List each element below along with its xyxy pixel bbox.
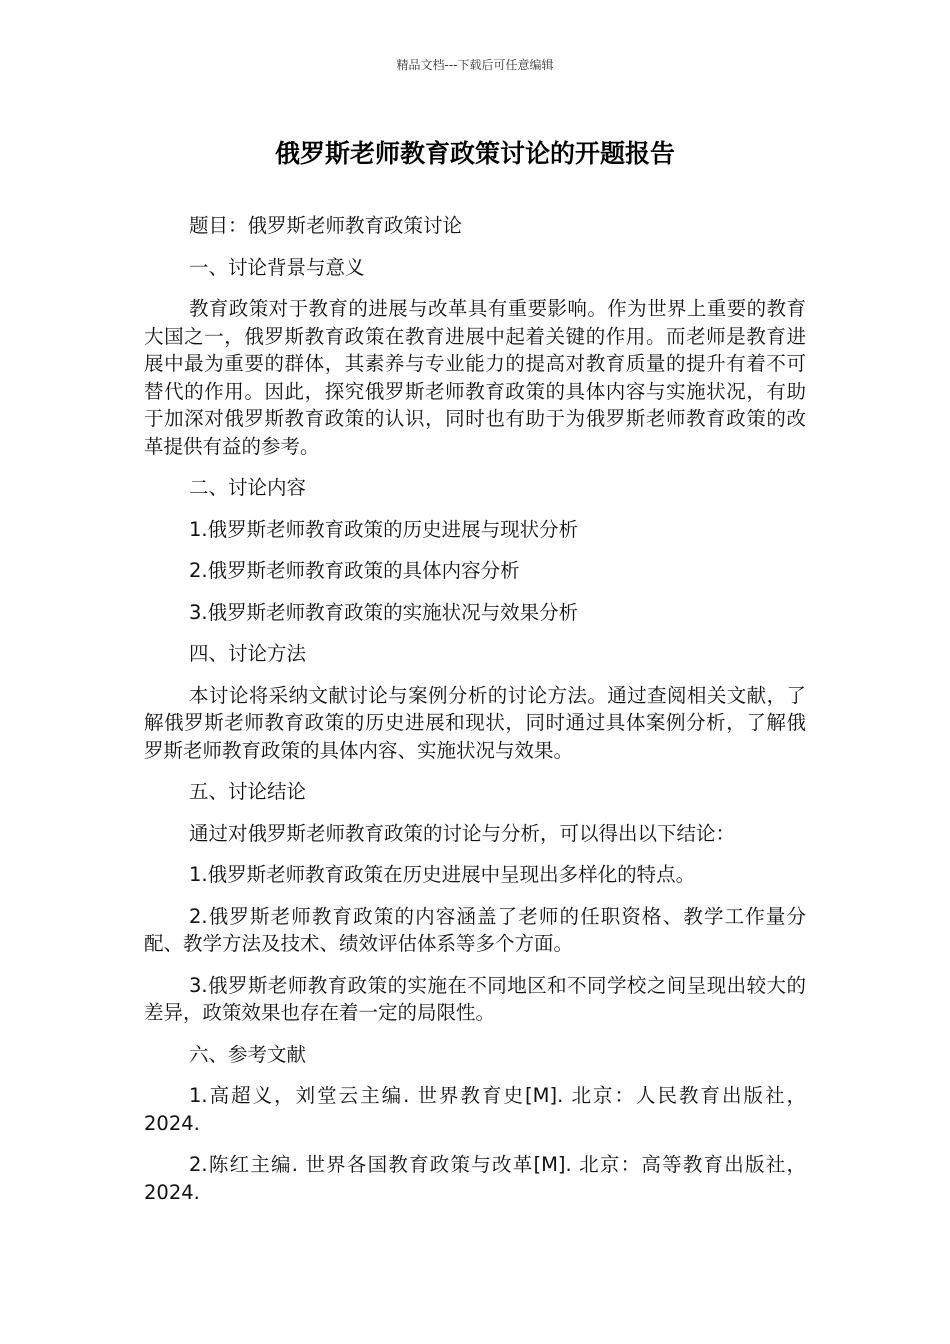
content-item-1: 1.俄罗斯老师教育政策的历史进展与现状分析 <box>189 517 579 541</box>
content-item-2: 2.俄罗斯老师教育政策的具体内容分析 <box>189 559 520 582</box>
conclusion-item-3: 3.俄罗斯老师教育政策的实施在不同地区和不同学校之间呈现出较大的差异，政策效果也存在着一定的局限性。 <box>144 973 806 1024</box>
reference-item-1: 1.高超义，刘堂云主编. 世界教育史[M]. 北京：人民教育出版社，2024. <box>144 1084 806 1135</box>
document-title: 俄罗斯老师教育政策讨论的开题报告 <box>274 139 675 168</box>
topic-line: 题目：俄罗斯老师教育政策讨论 <box>189 214 463 237</box>
section-heading-references: 六、参考文献 <box>189 1042 307 1066</box>
conclusion-item-1: 1.俄罗斯老师教育政策在历史进展中呈现出多样化的特点。 <box>189 863 696 886</box>
method-paragraph: 本讨论将采纳文献讨论与案例分析的讨论方法。通过查阅相关文献，了解俄罗斯老师教育政策的历史进展和现状，同时通过具体案例分析，了解俄罗斯老师教育政策的具体内容、实施状况与效果。 <box>144 683 806 762</box>
content-item-3: 3.俄罗斯老师教育政策的实施状况与效果分析 <box>189 600 579 624</box>
reference-item-2: 2.陈红主编. 世界各国教育政策与改革[M]. 北京：高等教育出版社，2024. <box>144 1153 806 1204</box>
section-heading-method: 四、讨论方法 <box>189 642 307 665</box>
document-body <box>144 212 806 1220</box>
header-note: 精品文档---下载后可任意编辑 <box>396 58 554 72</box>
conclusion-item-2: 2.俄罗斯老师教育政策的内容涵盖了老师的任职资格、教学工作量分配、教学方法及技术、绩效评估体系等多个方面。 <box>144 904 806 955</box>
section-heading-background: 一、讨论背景与意义 <box>189 255 365 279</box>
section-heading-content: 二、讨论内容 <box>189 476 307 499</box>
section-heading-conclusion: 五、讨论结论 <box>189 780 307 803</box>
background-paragraph: 教育政策对于教育的进展与改革具有重要影响。作为世界上重要的教育大国之一，俄罗斯教育政策在教育进展中起着关键的作用。而老师是教育进展中最为重要的群体，其素养与专业能力的提高对教育质量的提升有着不可替代的作用。因此，探究俄罗斯老师教育政策的具体内容与实施状况，有助于加深对俄罗斯教育政策的认识，同时也有助于为俄罗斯老师教育政策的改革提供有益的参考。 <box>144 297 806 458</box>
conclusion-intro: 通过对俄罗斯老师教育政策的讨论与分析，可以得出以下结论： <box>189 821 736 845</box>
